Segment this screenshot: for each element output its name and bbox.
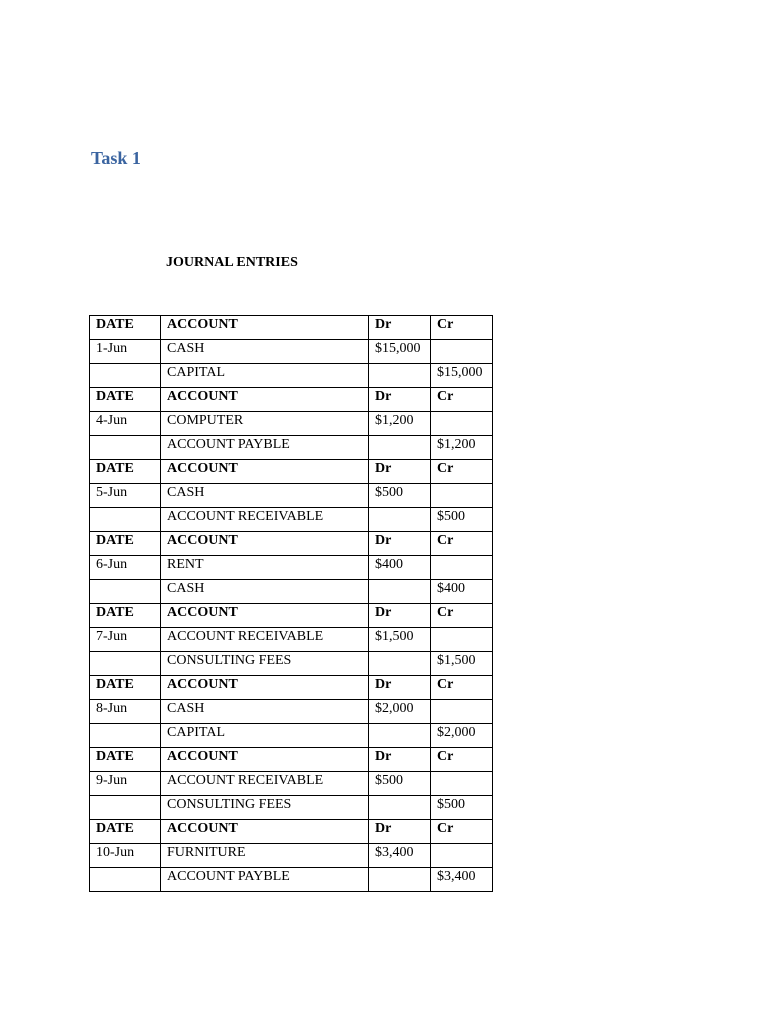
dr-header: Dr <box>369 460 431 484</box>
dr-header: Dr <box>369 316 431 340</box>
empty-credit-cell <box>431 700 493 724</box>
credit-row <box>90 724 493 748</box>
empty-credit-cell <box>431 484 493 508</box>
entry-date: 5-Jun <box>90 484 161 508</box>
journal-entries-title: JOURNAL ENTRIES <box>166 255 298 270</box>
debit-row <box>90 772 493 796</box>
debit-row <box>90 700 493 724</box>
credit-account: CASH <box>161 580 369 604</box>
debit-row <box>90 484 493 508</box>
account-header: ACCOUNT <box>161 460 369 484</box>
empty-date-cell <box>90 868 161 892</box>
empty-date-cell <box>90 652 161 676</box>
cr-header: Cr <box>431 460 493 484</box>
table-header-row <box>90 532 493 556</box>
account-header: ACCOUNT <box>161 604 369 628</box>
credit-row <box>90 796 493 820</box>
debit-amount: $15,000 <box>369 340 431 364</box>
cr-header: Cr <box>431 748 493 772</box>
debit-amount: $500 <box>369 772 431 796</box>
empty-debit-cell <box>369 580 431 604</box>
debit-account: ACCOUNT RECEIVABLE <box>161 772 369 796</box>
dr-header: Dr <box>369 388 431 412</box>
entry-date: 10-Jun <box>90 844 161 868</box>
table-header-row <box>90 460 493 484</box>
credit-amount: $1,500 <box>431 652 493 676</box>
credit-account: CAPITAL <box>161 724 369 748</box>
debit-row <box>90 412 493 436</box>
account-header: ACCOUNT <box>161 532 369 556</box>
debit-account: CASH <box>161 340 369 364</box>
credit-account: ACCOUNT PAYBLE <box>161 868 369 892</box>
empty-debit-cell <box>369 868 431 892</box>
journal-entries-table <box>89 315 493 892</box>
account-header: ACCOUNT <box>161 748 369 772</box>
debit-amount: $3,400 <box>369 844 431 868</box>
empty-date-cell <box>90 508 161 532</box>
cr-header: Cr <box>431 388 493 412</box>
credit-row <box>90 580 493 604</box>
debit-amount: $1,200 <box>369 412 431 436</box>
date-header: DATE <box>90 820 161 844</box>
empty-credit-cell <box>431 340 493 364</box>
entry-date: 1-Jun <box>90 340 161 364</box>
cr-header: Cr <box>431 676 493 700</box>
debit-row <box>90 844 493 868</box>
credit-amount: $1,200 <box>431 436 493 460</box>
date-header: DATE <box>90 604 161 628</box>
date-header: DATE <box>90 460 161 484</box>
date-header: DATE <box>90 676 161 700</box>
empty-debit-cell <box>369 436 431 460</box>
table-header-row <box>90 748 493 772</box>
debit-account: CASH <box>161 700 369 724</box>
account-header: ACCOUNT <box>161 388 369 412</box>
entry-date: 6-Jun <box>90 556 161 580</box>
empty-credit-cell <box>431 412 493 436</box>
table-header-row <box>90 316 493 340</box>
debit-account: ACCOUNT RECEIVABLE <box>161 628 369 652</box>
credit-row <box>90 436 493 460</box>
dr-header: Dr <box>369 532 431 556</box>
credit-account: CONSULTING FEES <box>161 796 369 820</box>
debit-amount: $1,500 <box>369 628 431 652</box>
empty-credit-cell <box>431 556 493 580</box>
empty-credit-cell <box>431 844 493 868</box>
empty-date-cell <box>90 436 161 460</box>
date-header: DATE <box>90 532 161 556</box>
credit-account: CONSULTING FEES <box>161 652 369 676</box>
date-header: DATE <box>90 316 161 340</box>
entry-date: 7-Jun <box>90 628 161 652</box>
dr-header: Dr <box>369 604 431 628</box>
credit-amount: $3,400 <box>431 868 493 892</box>
empty-debit-cell <box>369 364 431 388</box>
table-header-row <box>90 820 493 844</box>
date-header: DATE <box>90 388 161 412</box>
empty-date-cell <box>90 580 161 604</box>
cr-header: Cr <box>431 820 493 844</box>
entry-date: 9-Jun <box>90 772 161 796</box>
debit-account: CASH <box>161 484 369 508</box>
credit-account: ACCOUNT RECEIVABLE <box>161 508 369 532</box>
debit-row <box>90 628 493 652</box>
account-header: ACCOUNT <box>161 820 369 844</box>
empty-date-cell <box>90 796 161 820</box>
debit-amount: $400 <box>369 556 431 580</box>
debit-amount: $2,000 <box>369 700 431 724</box>
credit-row <box>90 652 493 676</box>
journal-entries-body <box>90 316 493 892</box>
dr-header: Dr <box>369 748 431 772</box>
dr-header: Dr <box>369 676 431 700</box>
empty-debit-cell <box>369 724 431 748</box>
entry-date: 4-Jun <box>90 412 161 436</box>
empty-debit-cell <box>369 796 431 820</box>
credit-amount: $2,000 <box>431 724 493 748</box>
dr-header: Dr <box>369 820 431 844</box>
table-header-row <box>90 388 493 412</box>
empty-credit-cell <box>431 628 493 652</box>
cr-header: Cr <box>431 604 493 628</box>
debit-row <box>90 556 493 580</box>
cr-header: Cr <box>431 532 493 556</box>
credit-row <box>90 868 493 892</box>
empty-credit-cell <box>431 772 493 796</box>
credit-amount: $15,000 <box>431 364 493 388</box>
cr-header: Cr <box>431 316 493 340</box>
account-header: ACCOUNT <box>161 316 369 340</box>
date-header: DATE <box>90 748 161 772</box>
debit-account: FURNITURE <box>161 844 369 868</box>
empty-debit-cell <box>369 652 431 676</box>
debit-row <box>90 340 493 364</box>
empty-date-cell <box>90 364 161 388</box>
entry-date: 8-Jun <box>90 700 161 724</box>
debit-amount: $500 <box>369 484 431 508</box>
account-header: ACCOUNT <box>161 676 369 700</box>
debit-account: COMPUTER <box>161 412 369 436</box>
credit-account: CAPITAL <box>161 364 369 388</box>
table-header-row <box>90 676 493 700</box>
credit-row <box>90 364 493 388</box>
table-header-row <box>90 604 493 628</box>
credit-row <box>90 508 493 532</box>
credit-amount: $500 <box>431 796 493 820</box>
task-heading: Task 1 <box>91 148 141 168</box>
credit-account: ACCOUNT PAYBLE <box>161 436 369 460</box>
debit-account: RENT <box>161 556 369 580</box>
credit-amount: $400 <box>431 580 493 604</box>
empty-debit-cell <box>369 508 431 532</box>
empty-date-cell <box>90 724 161 748</box>
credit-amount: $500 <box>431 508 493 532</box>
